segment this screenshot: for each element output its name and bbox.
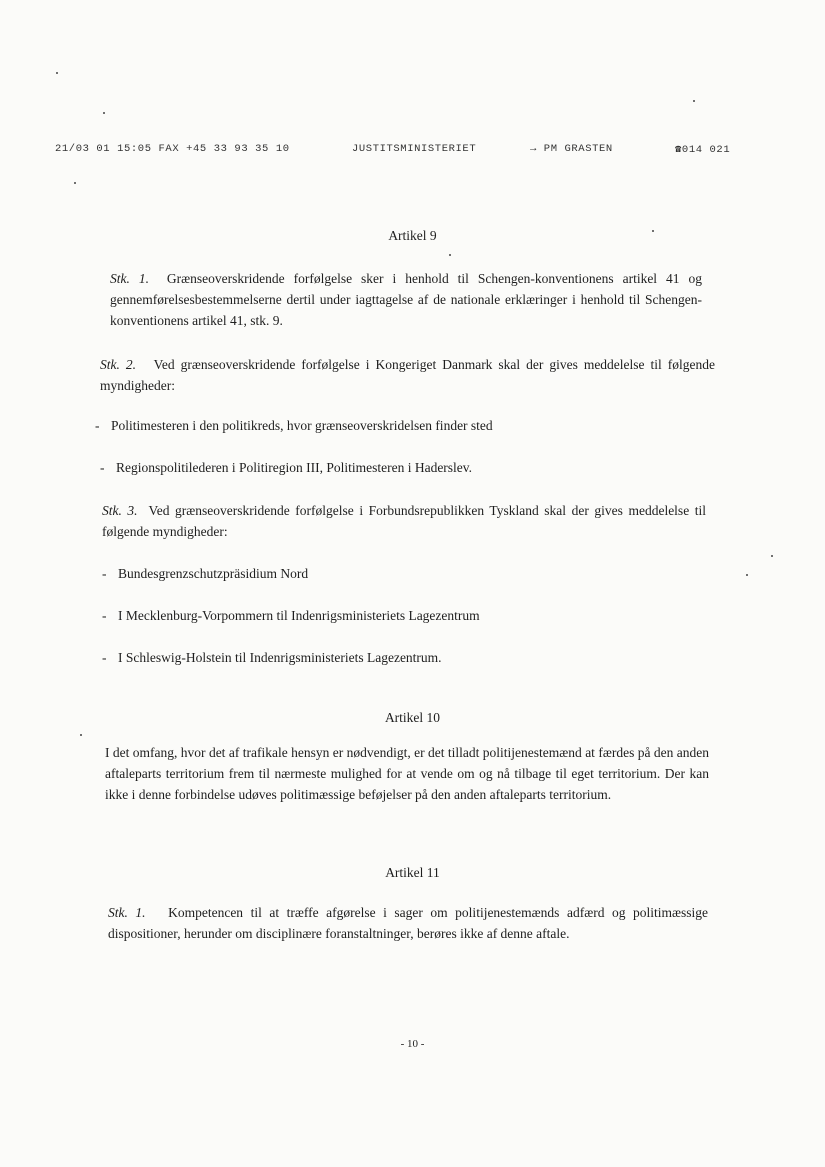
scan-speck: [74, 182, 76, 184]
stk-label: Stk. 1.: [110, 271, 149, 286]
list-item: - I Mecklenburg-Vorpommern til Indenrigsministeriets Lagezentrum: [102, 608, 480, 623]
scan-speck: [693, 100, 695, 102]
fax-recipient: → PM GRASTEN: [530, 143, 613, 155]
list-item: - Politimesteren i den politikreds, hvor grænseoverskridelsen finder sted: [95, 418, 493, 433]
article-9-stk-3: [102, 500, 706, 542]
scan-speck: [771, 555, 773, 557]
scan-speck: [103, 112, 105, 114]
fax-department: JUSTITSMINISTERIET: [352, 143, 477, 155]
page-number: - 10 -: [400, 1038, 425, 1050]
stk-label: Stk. 3.: [102, 503, 138, 518]
scan-speck: [652, 230, 654, 232]
list-item: - I Schleswig-Holstein til Indenrigsministeriets Lagezentrum.: [102, 650, 442, 665]
scan-speck: [449, 254, 451, 256]
article-10-title: Artikel 10: [384, 710, 441, 725]
stk-text: Grænseoverskridende forfølgelse sker i henhold til Schengen-konventionens artikel 41 og gennemførelsesbestemmelserne dertil under iagttagelse af de nationale erklæringer i henhold til Schengen-konventionens artikel 41, stk. 9.: [110, 271, 702, 328]
article-11-stk-1: [108, 902, 708, 944]
article-9-title: Artikel 9: [388, 228, 437, 243]
fax-date-time: 21/03 01 15:05 FAX +45 33 93 35 10: [55, 143, 290, 155]
stk-text: Ved grænseoverskridende forfølgelse i Forbundsrepublikken Tyskland skal der gives meddelelse til følgende myndigheder:: [102, 503, 706, 539]
article-9-stk-2: [100, 354, 715, 396]
stk-text: Kompetencen til at træffe afgørelse i sager om politijenestemænds adfærd og politimæssige dispositioner, herunder om disciplinære foranstaltninger, berøres ikke af denne aftale.: [108, 905, 708, 941]
article-11-title: Artikel 11: [385, 865, 440, 880]
scan-speck: [746, 574, 748, 576]
list-item: - Regionspolitilederen i Politiregion III, Politimesteren i Haderslev.: [100, 460, 473, 475]
article-9-stk-1: [110, 268, 702, 331]
fax-page-code: ☎014 021: [675, 144, 731, 156]
scan-speck: [56, 72, 58, 74]
stk-text: Ved grænseoverskridende forfølgelse i Kongeriget Danmark skal der gives meddelelse til følgende myndigheder:: [100, 357, 715, 393]
stk-label: Stk. 2.: [100, 357, 136, 372]
stk-label: Stk. 1.: [108, 905, 146, 920]
scan-speck: [80, 734, 82, 736]
article-10-text: I det omfang, hvor det af trafikale hensyn er nødvendigt, er det tilladt politijenestemænd at færdes på den anden aftaleparts territorium frem til nærmeste mulighed for at vende om og nå tilbage til eget territorium. Der kan ikke i denne forbindelse udøves politimæssige beføjelser på den anden aftaleparts territorium.: [105, 745, 709, 802]
list-item: - Bundesgrenzschutzpräsidium Nord: [102, 566, 309, 581]
